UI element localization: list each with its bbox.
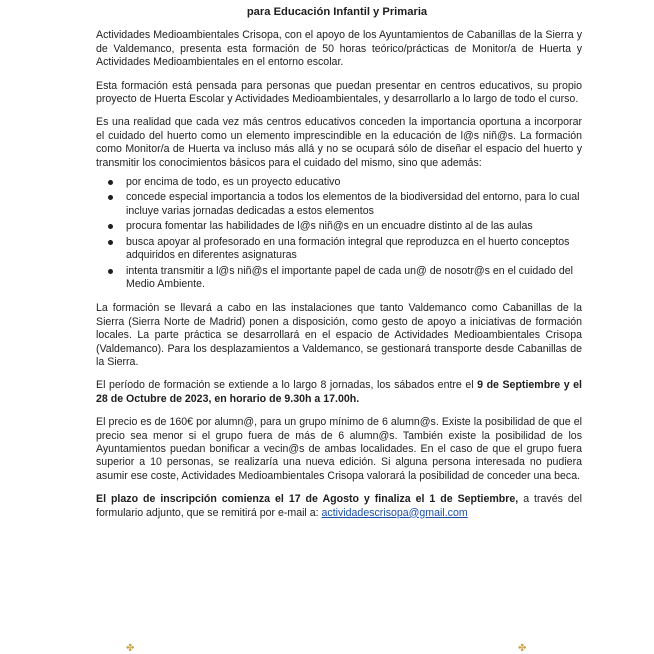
paragraph-schedule: El período de formación se extiende a lo largo 8 jornadas, los sábados entre el 9 de Septiembre y el 28 de Octubre de 2023, en horario de 9.30h a 17.00h.	[96, 379, 582, 405]
paragraph-intro: Actividades Medioambientales Crisopa, con el apoyo de los Ayuntamientos de Cabanillas de la Sierra y de Valdemanco, presenta esta formación de 50 horas teórico/prácticas de Monitor/a de Huerta y Actividades Medioambientales en el entorno escolar.	[96, 29, 582, 69]
bullet-icon	[108, 240, 113, 245]
email-link[interactable]: actividadescrisopa@gmail.com	[321, 506, 468, 519]
paragraph-reality: Es una realidad que cada vez más centros educativos conceden la importancia oportuna a incorporar el cuidado del huerto como un elemento imprescindible en la educación de l@s niñ@s. La formación como Monitor/a de Huerta va incluso más allá y no se ocupará sólo de diseñar el espacio del huerto y transmitir los conocimientos básicos para el cuidado del mismo, sino que además:	[96, 116, 582, 169]
paragraph-price: El precio es de 160€ por alumn@, para un grupo mínimo de 6 alumn@s. Existe la posibilidad de que el precio sea menor si el grupo fuera de más de 6 alumn@s. También existe la posibilidad de los Ayuntamientos puedan bonificar a vecin@s de ambas localidades. En el caso de que el grupo fuera superior a 10 personas, se realizaría una nueva edición. Si alguna persona interesada no pudiera asumir ese coste, Actividades Medioambientales Crisopa valorará la posibilidad de conceder una beca.	[96, 416, 582, 482]
bullet-icon	[108, 269, 113, 274]
bullet-item: por encima de todo, es un proyecto educativo	[96, 176, 582, 189]
schedule-dates: 9 de Septiembre y el 28 de Octubre de 2023, en horario de 9.30h a 17.00h.	[96, 379, 582, 405]
paragraph-audience: Esta formación está pensada para personas que puedan presentar en centros educativos, su propio proyecto de Huerta Escolar y Actividades Medioambientales, y desarrollarlo a lo largo de todo el curso.	[96, 79, 582, 106]
registration-dates: El plazo de inscripción comienza el 17 de Agosto y finaliza el 1 de Septiembre,	[96, 493, 519, 506]
flower-ornament-icon: ✤	[126, 643, 135, 654]
document-heading: para Educación Infantil y Primaria	[246, 6, 428, 18]
bullet-item: intenta transmitir a l@s niñ@s el importante papel de cada un@ de nosotr@s en el cuidado del Medio Ambiente.	[96, 265, 582, 292]
bullet-icon	[108, 195, 113, 200]
paragraph-registration: El plazo de inscripción comienza el 17 de Agosto y finaliza el 1 de Septiembre, a través del formulario adjunto, que se remitirá por e-mail a: actividadescrisopa@gmail.com	[96, 493, 582, 519]
paragraph-location: La formación se llevará a cabo en las instalaciones que tanto Valdemanco como Cabanillas de la Sierra (Sierra Norte de Madrid) ponen a disposición, como gesto de apoyo a iniciativas de formación locales. La parte práctica se desarrollará en el espacio de Actividades Medioambientales Crisopa (Valdemanco). Para los desplazamientos a Valdemanco, se gestionará transporte desde Cabanillas de la Sierra.	[96, 302, 582, 368]
flower-ornament-icon: ✤	[518, 643, 527, 654]
bullet-item: busca apoyar al profesorado en una formación integral que reproduzca en el huerto conceptos adquiridos en diferentes asignaturas	[96, 236, 582, 263]
bullet-list	[96, 176, 582, 291]
bullet-icon	[108, 180, 113, 185]
bullet-item: procura fomentar las habilidades de l@s niñ@s en un encuadre distinto al de las aulas	[96, 220, 582, 233]
bullet-item: concede especial importancia a todos los elementos de la biodiversidad del entorno, para lo cual incluye varias jornadas dedicadas a estos elementos	[96, 191, 582, 218]
bullet-icon	[108, 224, 113, 229]
